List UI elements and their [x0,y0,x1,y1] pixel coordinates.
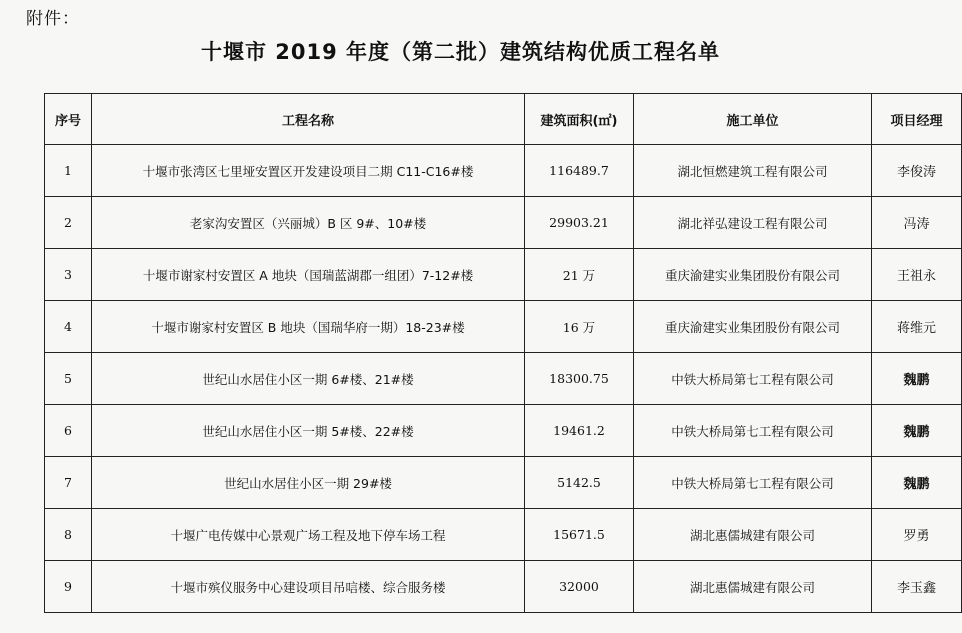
cell-project-name: 老家沟安置区（兴丽城）B 区 9#、10#楼 [92,197,525,249]
cell-area: 29903.21 [525,197,634,249]
table-row [45,301,962,353]
cell-contractor: 中铁大桥局第七工程有限公司 [634,405,872,457]
cell-area: 16 万 [525,301,634,353]
cell-area: 5142.5 [525,457,634,509]
cell-area: 18300.75 [525,353,634,405]
cell-seq: 7 [45,457,92,509]
cell-manager: 冯涛 [872,197,962,249]
cell-manager: 李俊涛 [872,145,962,197]
cell-manager: 王祖永 [872,249,962,301]
cell-seq: 2 [45,197,92,249]
attachment-label: 附件： [26,9,80,29]
cell-seq: 3 [45,249,92,301]
cell-manager: 魏鹏 [872,457,962,509]
table-row [45,561,962,613]
cell-project-name: 十堰市殡仪服务中心建设项目吊唁楼、综合服务楼 [92,561,525,613]
table-row [45,353,962,405]
table-row [45,405,962,457]
cell-seq: 4 [45,301,92,353]
cell-project-name: 十堰市谢家村安置区 B 地块（国瑞华府一期）18-23#楼 [92,301,525,353]
header-contractor: 施工单位 [634,94,872,145]
cell-project-name: 十堰广电传媒中心景观广场工程及地下停车场工程 [92,509,525,561]
cell-contractor: 湖北恒燃建筑工程有限公司 [634,145,872,197]
cell-area: 32000 [525,561,634,613]
cell-area: 116489.7 [525,145,634,197]
cell-contractor: 中铁大桥局第七工程有限公司 [634,353,872,405]
cell-area: 21 万 [525,249,634,301]
cell-project-name: 十堰市张湾区七里垭安置区开发建设项目二期 C11-C16#楼 [92,145,525,197]
cell-seq: 8 [45,509,92,561]
cell-area: 15671.5 [525,509,634,561]
header-project-name: 工程名称 [92,94,525,145]
cell-contractor: 湖北惠儒城建有限公司 [634,509,872,561]
table-row [45,457,962,509]
header-seq: 序号 [45,94,92,145]
table-row [45,197,962,249]
cell-manager: 魏鹏 [872,353,962,405]
page-title: 十堰市 2019 年度（第二批）建筑结构优质工程名单 [200,40,721,64]
cell-area: 19461.2 [525,405,634,457]
cell-contractor: 重庆渝建实业集团股份有限公司 [634,249,872,301]
cell-seq: 9 [45,561,92,613]
cell-seq: 6 [45,405,92,457]
cell-seq: 1 [45,145,92,197]
cell-project-name: 十堰市谢家村安置区 A 地块（国瑞蓝湖郡一组团）7-12#楼 [92,249,525,301]
header-manager: 项目经理 [872,94,962,145]
project-table [44,93,962,613]
table-header-row [45,94,962,145]
table-row [45,249,962,301]
table-row [45,145,962,197]
cell-seq: 5 [45,353,92,405]
cell-manager: 蒋维元 [872,301,962,353]
cell-project-name: 世纪山水居住小区一期 6#楼、21#楼 [92,353,525,405]
header-area: 建筑面积(㎡) [525,94,634,145]
cell-manager: 魏鹏 [872,405,962,457]
cell-contractor: 湖北惠儒城建有限公司 [634,561,872,613]
cell-contractor: 重庆渝建实业集团股份有限公司 [634,301,872,353]
cell-contractor: 中铁大桥局第七工程有限公司 [634,457,872,509]
table-row [45,509,962,561]
cell-contractor: 湖北祥弘建设工程有限公司 [634,197,872,249]
cell-project-name: 世纪山水居住小区一期 5#楼、22#楼 [92,405,525,457]
cell-manager: 罗勇 [872,509,962,561]
cell-manager: 李玉鑫 [872,561,962,613]
cell-project-name: 世纪山水居住小区一期 29#楼 [92,457,525,509]
